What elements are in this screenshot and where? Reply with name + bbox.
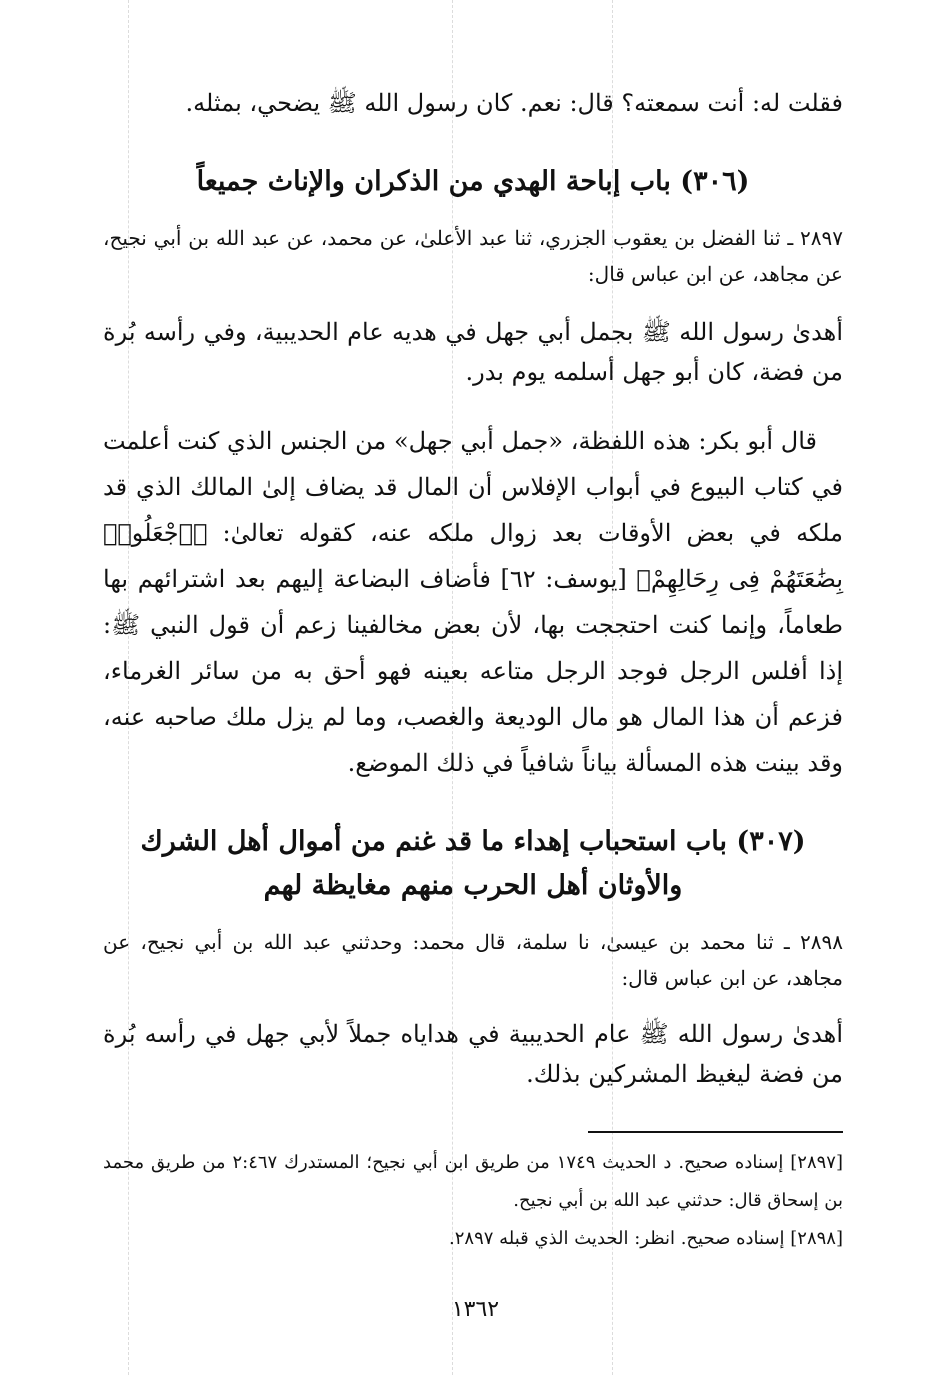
footnote-2897: [٢٨٩٧] إسناده صحيح. د الحديث ١٧٤٩ من طريق ابن أبي نجيح؛ المستدرك ٢:٤٦٧ من طريق محمد بن إسحاق قال: حدثني عبد الله بن أبي نجيح. (103, 1152, 843, 1211)
hadith-2897-matn: أهدىٰ رسول الله ﷺ بجمل أبي جهل في هديه عام الحديبية، وفي رأسه بُرة من فضة، كان أبو جهل أسلمه يوم بدر. (103, 318, 843, 386)
hadith-2898-isnad: ٢٨٩٨ ـ ثنا محمد بن عيسىٰ، نا سلمة، قال محمد: وحدثني عبد الله بن أبي نجيح، عن مجاهد، عن ابن عباس قال: (103, 930, 843, 990)
continuation-line: فقلت له: أنت سمعته؟ قال: نعم. كان رسول الله ﷺ يضحي، بمثله. (185, 89, 843, 117)
page-number: ١٣٦٢ (451, 1297, 500, 1322)
footnotes (103, 1144, 843, 1258)
chapter-307-title: (٣٠٧) باب استحباب إهداء ما قد غنم من أموال أهل الشرك والأوثان أهل الحرب منهم مغايظة لهم (140, 826, 806, 901)
footnote-separator (588, 1131, 843, 1133)
commentary-text: قال أبو بكر: هذه اللفظة، «جمل أبي جهل» من الجنس الذي كنت أعلمت في كتاب البيوع في أبواب الإفلاس أن المال قد يضاف إلىٰ المالك الذي قد ملكه في بعض الأوقات بعد زوال ملكه عنه، كقوله تعالىٰ: ﴿ٱجْعَلُوا۟ بِضَٰعَتَهُمْ فِى رِحَالِهِمْ﴾ [يوسف: ٦٢] فأضاف البضاعة إليهم بعد اشترائهم بها طعاماً، وإنما كنت احتججت بها، لأن بعض مخالفينا زعم أن قول النبي ﷺ: إذا أفلس الرجل فوجد الرجل متاعه بعينه فهو أحق به من سائر الغرماء، فزعم أن هذا المال هو مال الوديعة والغصب، وما لم يزل ملك صاحبه عنه، وقد بينت هذه المسألة بياناً شافياً في ذلك الموضع. (103, 427, 844, 777)
footnote-2898: [٢٨٩٨] إسناده صحيح. انظر: الحديث الذي قبله ٢٨٩٧. (449, 1228, 843, 1249)
chapter-306-title: (٣٠٦) باب إباحة الهدي من الذكران والإناث جميعاً (196, 166, 750, 197)
hadith-2897-isnad: ٢٨٩٧ ـ ثنا الفضل بن يعقوب الجزري، ثنا عبد الأعلىٰ، عن محمد، عن عبد الله بن أبي نجيح، عن مجاهد، عن ابن عباس قال: (103, 226, 843, 286)
hadith-2898-matn: أهدىٰ رسول الله ﷺ عام الحديبية في هداياه جملاً لأبي جهل في رأسه بُرة من فضة ليغيظ المشركين بذلك. (103, 1020, 843, 1088)
commentary-paragraph (103, 418, 843, 786)
